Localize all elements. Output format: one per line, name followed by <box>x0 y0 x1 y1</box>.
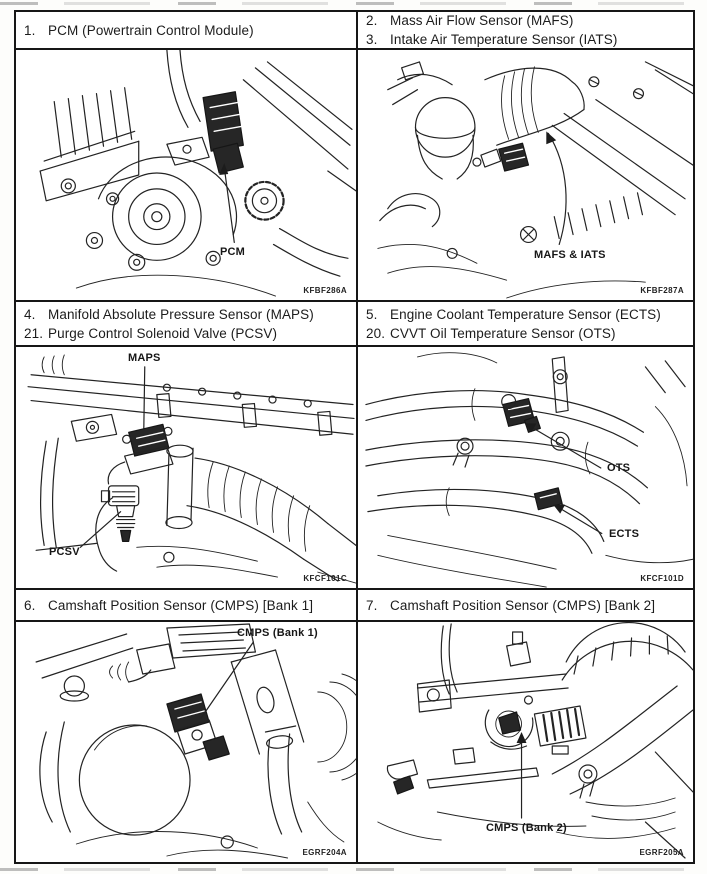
header-line <box>24 596 356 615</box>
scan-streak-top <box>0 2 707 5</box>
component-location-table <box>14 10 695 864</box>
panel-header-maps-pcsv <box>16 302 356 347</box>
header-line <box>24 305 356 324</box>
figure-cmps-bank1-location <box>16 622 356 862</box>
callout-label-cmps-bank2: CMPS (Bank 2) <box>486 822 567 834</box>
panel-header-mafs-iats <box>356 12 693 50</box>
figure-code: KFCF101C <box>303 574 347 583</box>
item-title: Purge Control Solenoid Valve (PCSV) <box>48 325 278 341</box>
cmps-bank1-illustration <box>16 622 356 862</box>
item-title: Intake Air Temperature Sensor (IATS) <box>390 32 618 47</box>
item-number: 21. <box>24 325 44 341</box>
callout-label-ots: OTS <box>607 462 631 474</box>
figure-maps-pcsv-location <box>16 347 356 590</box>
header-line <box>366 596 693 615</box>
header-line <box>366 30 693 49</box>
figure-code: KFCF101D <box>640 574 684 583</box>
item-title: Engine Coolant Temperature Sensor (ECTS) <box>390 306 661 322</box>
callout-label-maps: MAPS <box>128 352 161 364</box>
pcm-illustration <box>16 50 356 300</box>
item-title: PCM (Powertrain Control Module) <box>48 22 254 38</box>
figure-pcm-location <box>16 50 356 302</box>
header-line <box>366 305 693 324</box>
panel-header-pcm <box>16 12 356 50</box>
item-number: 20. <box>366 325 386 341</box>
callout-label-mafs-iats: MAFS & IATS <box>534 249 606 261</box>
figure-code: KFBF287A <box>640 286 684 295</box>
figure-cmps-bank2-location <box>356 622 693 862</box>
mafs-iats-illustration <box>358 50 693 300</box>
header-line <box>24 21 356 40</box>
callout-label-pcsv: PCSV <box>49 546 80 558</box>
item-title: Mass Air Flow Sensor (MAFS) <box>390 13 574 28</box>
item-title: CVVT Oil Temperature Sensor (OTS) <box>390 325 616 341</box>
item-number: 3. <box>366 32 378 47</box>
callout-label-pcm: PCM <box>220 246 246 258</box>
item-number: 1. <box>24 22 36 38</box>
figure-code: EGRF204A <box>302 848 347 857</box>
item-number: 5. <box>366 306 378 322</box>
ects-ots-illustration <box>358 347 693 588</box>
figure-ects-ots-location <box>356 347 693 590</box>
item-number: 4. <box>24 306 36 322</box>
item-number: 7. <box>366 597 378 613</box>
panel-header-cmps-bank1 <box>16 590 356 622</box>
item-title: Manifold Absolute Pressure Sensor (MAPS) <box>48 306 314 322</box>
header-line <box>366 324 693 343</box>
figure-code: KFBF286A <box>303 286 347 295</box>
item-number: 2. <box>366 13 378 28</box>
item-title: Camshaft Position Sensor (CMPS) [Bank 1] <box>48 597 314 613</box>
figure-mafs-iats-location <box>356 50 693 302</box>
item-title: Camshaft Position Sensor (CMPS) [Bank 2] <box>390 597 656 613</box>
figure-code: EGRF205A <box>639 848 684 857</box>
callout-label-cmps-bank1: CMPS (Bank 1) <box>237 627 318 639</box>
header-line <box>24 324 356 343</box>
scan-streak-bottom <box>0 868 707 871</box>
panel-header-ects-ots <box>356 302 693 347</box>
panel-header-cmps-bank2 <box>356 590 693 622</box>
header-line <box>366 12 693 30</box>
item-number: 6. <box>24 597 36 613</box>
callout-label-ects: ECTS <box>609 528 640 540</box>
